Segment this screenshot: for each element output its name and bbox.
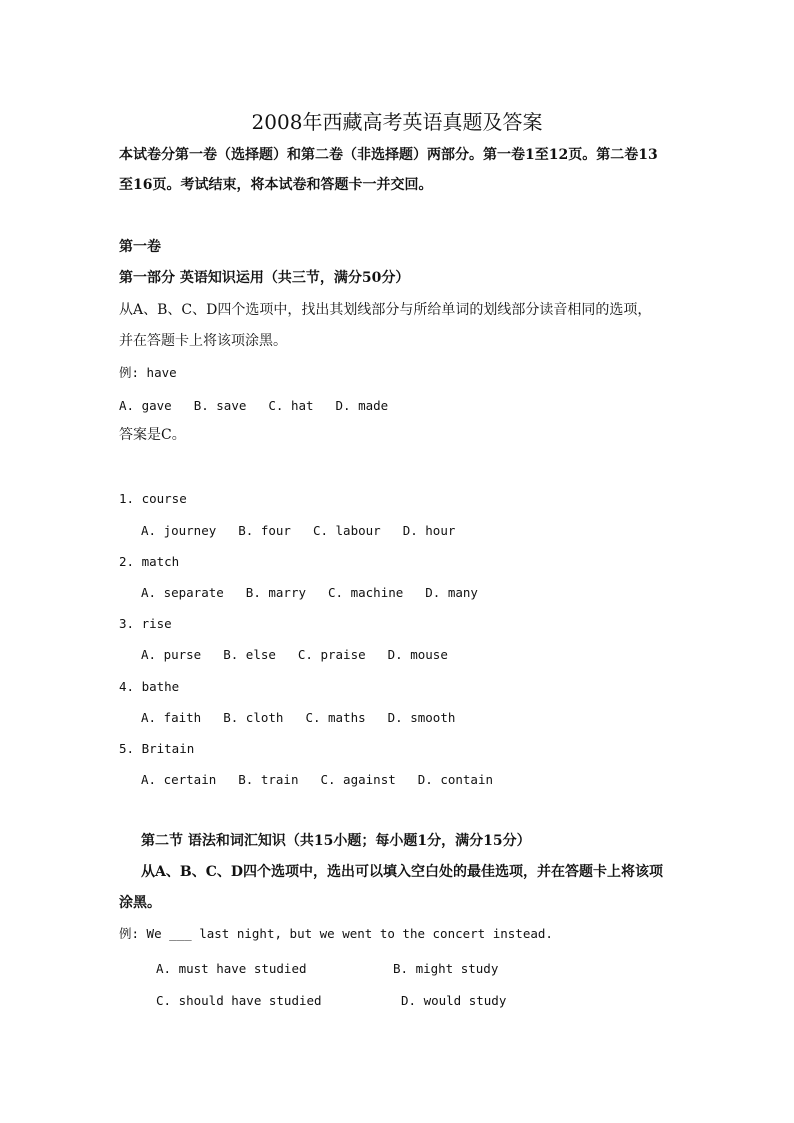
question-2-option-b: B. marry bbox=[245, 585, 307, 600]
question-2-option-a: A. separate bbox=[141, 585, 224, 600]
document-title: 2008年西藏高考英语真题及答案 bbox=[251, 110, 543, 134]
question-4-options bbox=[141, 712, 455, 725]
part1-heading: 第一部分 英语知识运用（共三节，满分50分） bbox=[119, 270, 410, 286]
question-5-option-b: B. train bbox=[238, 772, 299, 787]
question-1-option-d: D. hour bbox=[402, 523, 456, 538]
question-2-options bbox=[141, 587, 478, 600]
example-answer: 答案是C。 bbox=[119, 427, 186, 443]
part1-instruction-1: 从A、B、C、D四个选项中，找出其划线部分与所给单词的划线部分读音相同的选项， bbox=[119, 302, 652, 318]
example-options bbox=[119, 400, 388, 413]
question-5-stem: 5. Britain bbox=[119, 741, 195, 756]
question-5-option-a: A. certain bbox=[141, 772, 217, 787]
question-5-option-c: C. against bbox=[320, 772, 396, 787]
question-4-stem: 4. bathe bbox=[119, 679, 180, 694]
section2-option-b: B. might study bbox=[393, 961, 499, 976]
question-3-option-b: B. else bbox=[223, 647, 276, 662]
question-3-option-c: C. praise bbox=[297, 647, 366, 662]
question-3-option-a: A. purse bbox=[141, 647, 202, 662]
example-option-d: D. made bbox=[335, 398, 389, 413]
section2-heading: 第二节 语法和词汇知识（共15小题；每小题1分，满分15分） bbox=[141, 833, 531, 849]
question-2-option-c: C. machine bbox=[328, 585, 404, 600]
section2-option-c: C. should have studied bbox=[156, 993, 322, 1008]
question-1-option-a: A. journey bbox=[141, 523, 217, 538]
question-2-option-d: D. many bbox=[425, 585, 478, 600]
part1-instruction-2: 并在答题卡上将该项涂黑。 bbox=[119, 333, 287, 349]
question-5-option-d: D. contain bbox=[417, 772, 494, 787]
question-5-options bbox=[141, 774, 493, 787]
example-option-a: A. gave bbox=[119, 398, 172, 413]
question-3-option-d: D. mouse bbox=[387, 647, 448, 662]
example-word: 例: have bbox=[119, 365, 177, 380]
question-1-option-c: C. labour bbox=[312, 523, 381, 538]
section2-instruction-2: 涂黑。 bbox=[119, 895, 161, 911]
question-4-option-c: C. maths bbox=[305, 710, 366, 725]
question-4-option-d: D. smooth bbox=[387, 710, 456, 725]
question-3-options bbox=[141, 649, 448, 662]
question-2-stem: 2. match bbox=[119, 554, 180, 569]
section2-option-d: D. would study bbox=[401, 993, 507, 1008]
section2-instruction-1: 从A、B、C、D四个选项中，选出可以填入空白处的最佳选项，并在答题卡上将该项 bbox=[141, 864, 663, 880]
example-option-c: C. hat bbox=[268, 398, 314, 413]
example-option-b: B. save bbox=[193, 398, 247, 413]
intro-line-2: 至16页。考试结束，将本试卷和答题卡一并交回。 bbox=[119, 177, 433, 193]
question-3-stem: 3. rise bbox=[119, 616, 172, 631]
section2-option-a: A. must have studied bbox=[156, 961, 307, 976]
question-4-option-b: B. cloth bbox=[223, 710, 284, 725]
intro-line-1: 本试卷分第一卷（选择题）和第二卷（非选择题）两部分。第一卷1至12页。第二卷13 bbox=[119, 147, 658, 163]
question-4-option-a: A. faith bbox=[141, 710, 202, 725]
section2-example: 例: We ___ last night, but we went to the concert instead. bbox=[119, 926, 553, 941]
question-1-stem: 1. course bbox=[119, 491, 187, 506]
volume-heading: 第一卷 bbox=[119, 239, 161, 255]
question-1-option-b: B. four bbox=[238, 523, 291, 538]
question-1-options bbox=[141, 525, 455, 538]
